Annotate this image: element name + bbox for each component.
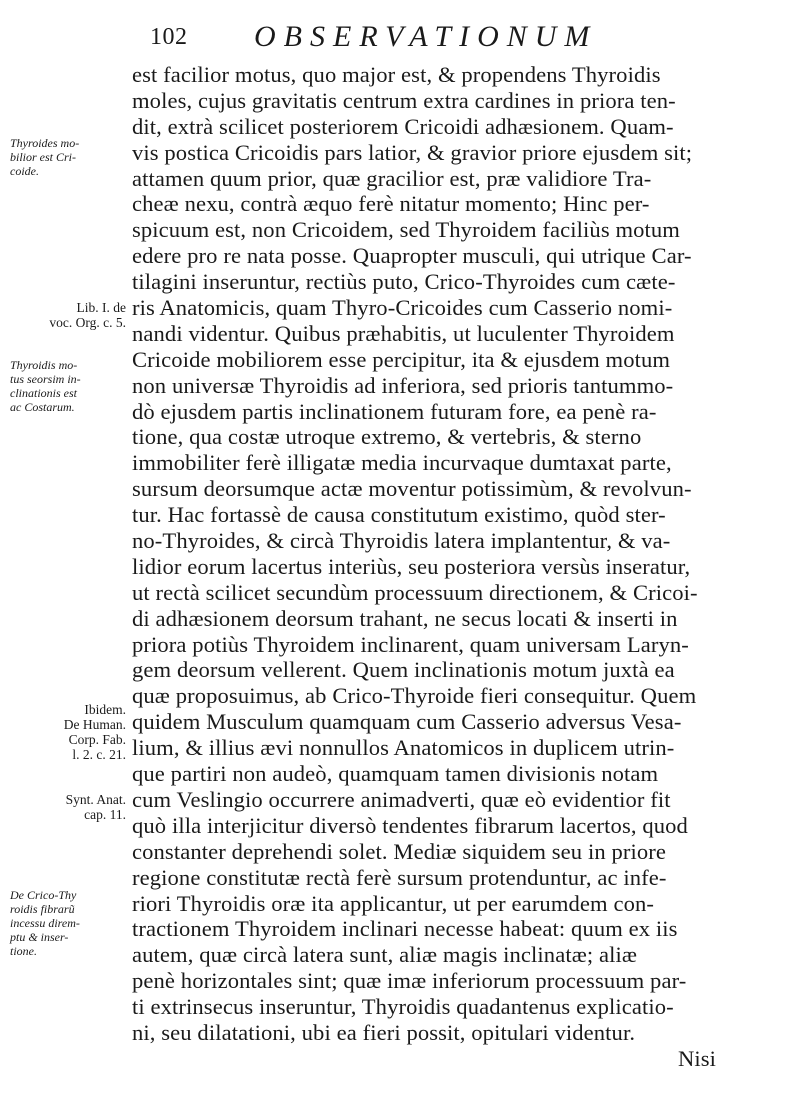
- page-header: [150, 18, 790, 54]
- text-line: regione constitutæ rectà ferè sursum protenduntur, ac infe-: [132, 864, 667, 890]
- margin-note-line: coide.: [10, 164, 39, 178]
- margin-note-line: De Crico-Thy: [10, 888, 77, 902]
- margin-note-thyroidis-motus: [10, 358, 134, 414]
- body-text: [132, 62, 792, 1072]
- text-line: ris Anatomicis, quam Thyro-Cricoides cum Casserio nomi-: [132, 295, 673, 321]
- margin-note-line: Thyroidis mo-: [10, 358, 78, 372]
- text-line: immobiliter ferè illigatæ media incurvaque dumtaxat parte,: [132, 450, 672, 476]
- text-line: attamen quum prior, quæ gracilior est, præ validiore Tra-: [132, 165, 652, 191]
- margin-note-line: roidis fibrarũ: [10, 902, 75, 916]
- text-line: no-Thyroides, & circà Thyroidis latera implantentur, & va-: [132, 528, 671, 554]
- margin-note-synt-anat: [2, 792, 126, 822]
- text-line: quò illa interjicitur diversò tendentes fibrarum lacertos, quod: [132, 812, 688, 838]
- text-line: non universæ Thyroidis ad inferiora, sed prioris tantummo-: [132, 372, 674, 398]
- text-line: est facilior motus, quo major est, & propendens Thyroidis: [132, 62, 661, 87]
- text-line: autem, quæ circà latera sunt, aliæ magis inclinatæ; aliæ: [132, 942, 638, 968]
- margin-note-lib-de-voc: [2, 300, 126, 330]
- margin-note-line: ac Costarum.: [10, 400, 75, 414]
- text-line: dit, extrà scilicet posteriorem Cricoidi adhæsionem. Quam-: [132, 113, 674, 139]
- margin-note-line: voc. Org. c. 5.: [49, 315, 126, 330]
- margin-note-line: clinationis est: [10, 386, 77, 400]
- page-number: 102: [150, 24, 188, 50]
- text-line: cheæ nexu, contrà æquo ferè nitatur momento; Hinc per-: [132, 191, 650, 217]
- margin-note-line: bilior est Cri-: [10, 150, 77, 164]
- text-line: sursum deorsumque actæ moventur potissimùm, & revolvun-: [132, 476, 692, 502]
- catchword: Nisi: [678, 1045, 717, 1071]
- text-line: que partiri non audeò, quamquam tamen divisionis notam: [132, 761, 659, 787]
- margin-note-line: Synt. Anat.: [65, 792, 126, 807]
- margin-note-ibidem: [2, 702, 126, 762]
- text-line: tur. Hac fortassè de causa constitutum existimo, quòd ster-: [132, 502, 666, 528]
- text-line: spicuum est, non Cricoidem, sed Thyroidem faciliùs motum: [132, 217, 680, 243]
- text-line: ti extrinsecus inseruntur, Thyroidis quadantenus explicatio-: [132, 994, 674, 1020]
- text-line: di adhæsionem deorsum trahant, ne secus locati & inserti in: [132, 605, 678, 631]
- text-line: lidior eorum lacertus interiùs, seu posteriora versùs inseratur,: [132, 553, 691, 579]
- text-line: quæ proposuimus, ab Crico-Thyroide fieri consequitur. Quem: [132, 683, 697, 709]
- margin-note-line: Corp. Fab.: [68, 732, 126, 747]
- text-line: dò ejusdem partis inclinationem futuram fore, ea penè ra-: [132, 398, 657, 424]
- text-line: penè horizontales sint; quæ imæ inferiorum processuum par-: [132, 968, 687, 994]
- text-line: quidem Musculum quamquam cum Casserio adversus Vesa-: [132, 709, 682, 735]
- margin-note-line: cap. 11.: [84, 807, 126, 822]
- text-line: priora potiùs Thyroidem inclinarent, quam universam Laryn-: [132, 631, 689, 657]
- text-line: ut rectà scilicet secundùm processuum directionem, & Cricoi-: [132, 579, 698, 605]
- margin-note-thyroides-mobilior: [10, 136, 134, 178]
- text-line: lium, & illius ævi nonnullos Anatomicos in duplicem utrin-: [132, 735, 675, 761]
- margin-note-line: l. 2. c. 21.: [72, 747, 126, 762]
- text-line: tractionem Thyroidem inclinari necesse habeat: quum ex iis: [132, 916, 678, 942]
- text-line: cum Veslingio occurrere animadverti, quæ eò evidentior fit: [132, 786, 671, 812]
- margin-note-line: tus seorsim in-: [10, 372, 81, 386]
- text-line: ni, seu dilatationi, ubi ea fieri possit, opitulari videntur.: [132, 1019, 636, 1045]
- text-line: riori Thyroidis oræ ita applicantur, ut per earumdem con-: [132, 890, 655, 916]
- margin-note-line: Ibidem.: [84, 702, 126, 717]
- text-line: gem deorsum vellerent. Quem inclinationis motum juxtà ea: [132, 657, 675, 683]
- running-title: OBSERVATIONUM: [254, 20, 598, 53]
- margin-note-line: incessu direm-: [10, 916, 80, 930]
- margin-note-line: Lib. I. de: [76, 300, 126, 315]
- margin-note-line: tione.: [10, 944, 37, 958]
- text-line: tilagini inseruntur, rectiùs puto, Crico-Thyroides cum cæte-: [132, 269, 676, 295]
- text-line: tione, qua costæ utroque extremo, & vertebris, & sterno: [132, 424, 642, 450]
- text-line: constanter deprehendi solet. Mediæ siquidem seu in priore: [132, 838, 667, 864]
- margin-note-line: ptu & inser-: [10, 930, 69, 944]
- text-line: nandi videntur. Quibus præhabitis, ut luculenter Thyroidem: [132, 320, 675, 346]
- margin-note-line: De Human.: [63, 717, 126, 732]
- margin-note-line: Thyroides mo-: [10, 136, 80, 150]
- text-line: edere pro re nata posse. Quapropter musculi, qui utrique Car-: [132, 243, 692, 269]
- margin-note-de-crico-thyroidis: [10, 888, 134, 958]
- text-line: moles, cujus gravitatis centrum extra cardines in priora ten-: [132, 87, 676, 113]
- text-line: Cricoide mobiliorem esse percipitur, ita & ejusdem motum: [132, 346, 671, 372]
- text-line: vis postica Cricoidis pars latior, & gravior priore ejusdem sit;: [132, 139, 693, 165]
